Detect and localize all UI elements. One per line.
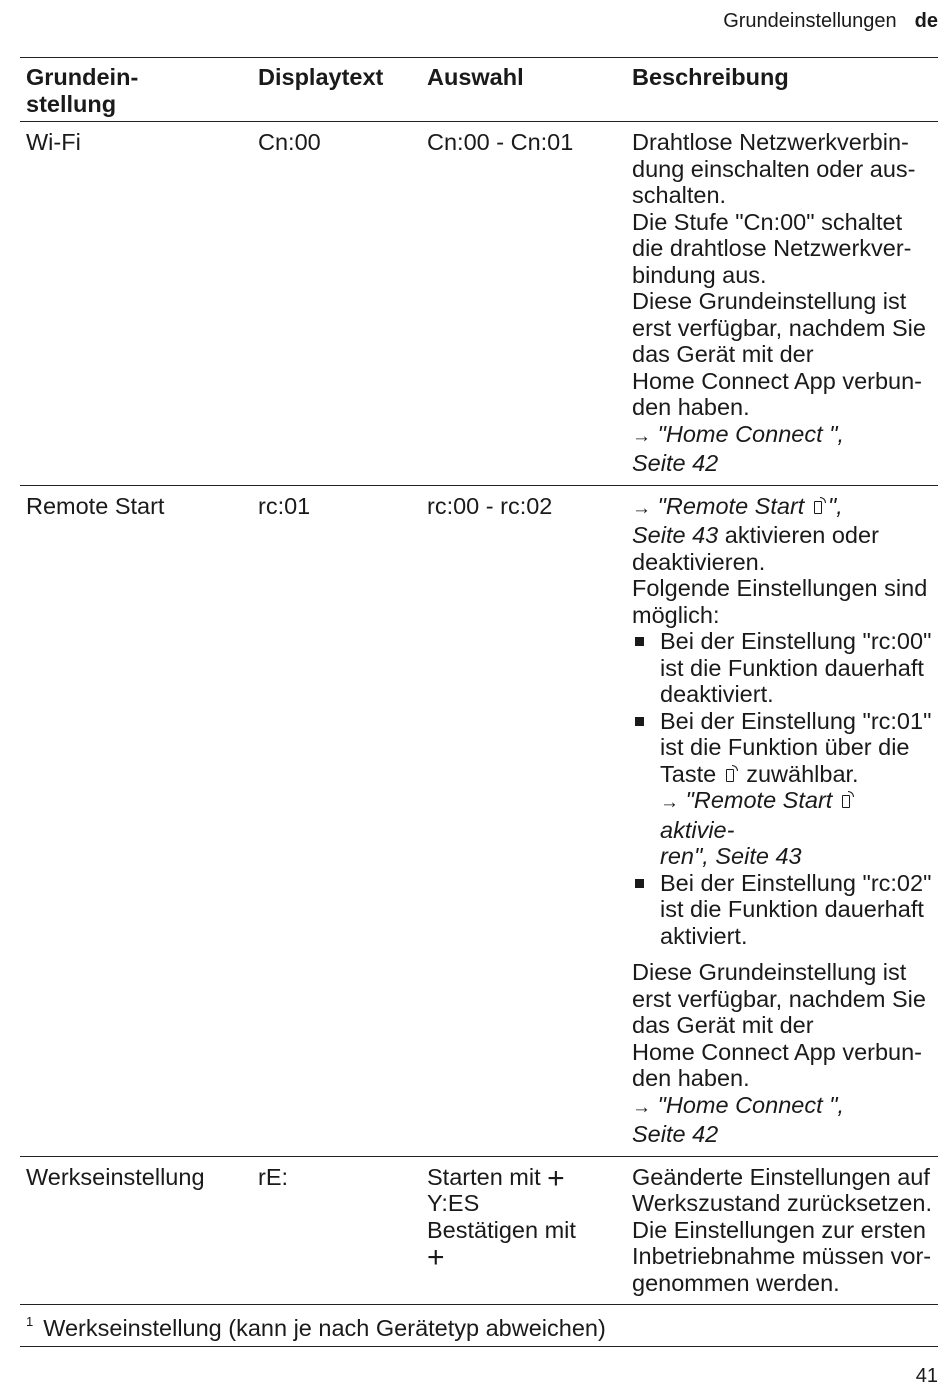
selection-text: Bestätigen mit (427, 1216, 576, 1243)
cell-selection (421, 1156, 626, 1305)
settings-table (20, 57, 938, 1347)
description-text: Folgende Einstellungen sind möglich: (632, 575, 928, 628)
column-header-selection: Auswahl (421, 58, 626, 122)
remote-start-icon (725, 765, 738, 783)
cell-setting: Werkseinstellung (20, 1156, 252, 1305)
arrow-right-icon: → (632, 1096, 651, 1118)
table-footnote-row (20, 1305, 938, 1347)
table-row-factory-reset (20, 1156, 938, 1305)
selection-text: Starten mit (427, 1163, 541, 1190)
table-footnote (20, 1305, 938, 1347)
list-item-text: Bei der Einstellung "rc:01" ist die Funktion über die Taste (660, 707, 932, 787)
list-item (632, 708, 932, 870)
cell-selection: rc:00 - rc:02 (421, 485, 626, 1156)
cell-description (626, 485, 938, 1156)
list-item (632, 628, 932, 708)
language-code: de (914, 10, 938, 32)
description-text: aktivieren oder deaktivieren. (632, 522, 879, 575)
cross-reference-text: aktivie- ren", Seite 43 (660, 816, 802, 869)
cell-setting: Wi-Fi (20, 122, 252, 486)
cross-reference-text: "Home Connect ", Seite 42 (632, 1091, 845, 1147)
cross-reference-text: "Home Connect ", Seite 42 (632, 420, 845, 476)
bullet-square-icon (635, 879, 644, 888)
page-header (723, 6, 938, 36)
cross-reference-text: "Remote Start (657, 492, 805, 519)
cell-selection: Cn:00 - Cn:01 (421, 122, 626, 486)
list-item (632, 870, 932, 950)
footnote-text: Werkseinstellung (kann je nach Gerätetyp abweichen) (43, 1315, 606, 1341)
cell-description (626, 122, 938, 486)
cross-reference-link[interactable] (660, 787, 856, 869)
list-item-text: Bei der Einstellung "rc:02" ist die Funktion dauerhaft aktiviert. (660, 869, 932, 949)
column-header-setting: Grundein- stellung (20, 58, 252, 122)
bullet-square-icon (635, 637, 644, 646)
cross-reference-text: "Remote Start (685, 787, 833, 813)
plus-icon: + (427, 1241, 445, 1274)
page-number: 41 (915, 1365, 938, 1387)
plus-icon: + (547, 1161, 565, 1195)
list-item-text: zuwählbar. (739, 760, 859, 787)
description-text: Diese Grundeinstellung ist erst verfügbar, nachdem Sie das Gerät mit der Home Connect App verbun- den haben. (632, 959, 926, 1091)
cross-reference-link[interactable] (632, 421, 932, 477)
table-row-wifi (20, 122, 938, 486)
list-item-text: Bei der Einstellung "rc:00" ist die Funktion dauerhaft deaktiviert. (660, 628, 932, 707)
cell-displaytext: Cn:00 (252, 122, 421, 486)
cell-displaytext: rc:01 (252, 485, 421, 1156)
description-text: Drahtlose Netzwerkverbin- dung einschalten oder aus- schalten. (632, 129, 916, 208)
remote-start-icon (813, 497, 826, 515)
cell-displaytext: rE: (252, 1156, 421, 1305)
arrow-right-icon: → (632, 425, 651, 447)
column-header-description: Beschreibung (626, 58, 938, 122)
cross-reference-text: ", (827, 492, 843, 519)
footnote-mark: 1 (26, 1314, 34, 1329)
description-text: Geänderte Einstellungen auf Werkszustand zurücksetzen. Die Einstellungen zur ersten Inbetriebnahme müssen vor- genommen werden. (632, 1163, 932, 1296)
description-text (632, 493, 932, 576)
column-header-displaytext: Displaytext (252, 58, 421, 122)
cell-setting: Remote Start (20, 485, 252, 1156)
description-text: Diese Grundeinstellung ist erst verfügbar, nachdem Sie das Gerät mit der Home Connect App verbun- den haben. (632, 288, 926, 420)
cross-reference-link[interactable] (632, 1092, 932, 1148)
remote-start-icon (841, 791, 854, 809)
section-title: Grundeinstellungen (723, 10, 897, 32)
cross-reference-page: Seite 43 (632, 522, 719, 548)
arrow-right-icon: → (632, 497, 651, 519)
description-text: Die Stufe "Cn:00" schaltet die drahtlose Netzwerkver- bindung aus. (632, 208, 912, 288)
options-list (632, 628, 932, 949)
selection-text: Y:ES (427, 1190, 480, 1216)
bullet-square-icon (635, 717, 644, 726)
table-header-row (20, 58, 938, 122)
arrow-right-icon: → (660, 792, 679, 813)
table-row-remote-start (20, 485, 938, 1156)
cell-description (626, 1156, 938, 1305)
